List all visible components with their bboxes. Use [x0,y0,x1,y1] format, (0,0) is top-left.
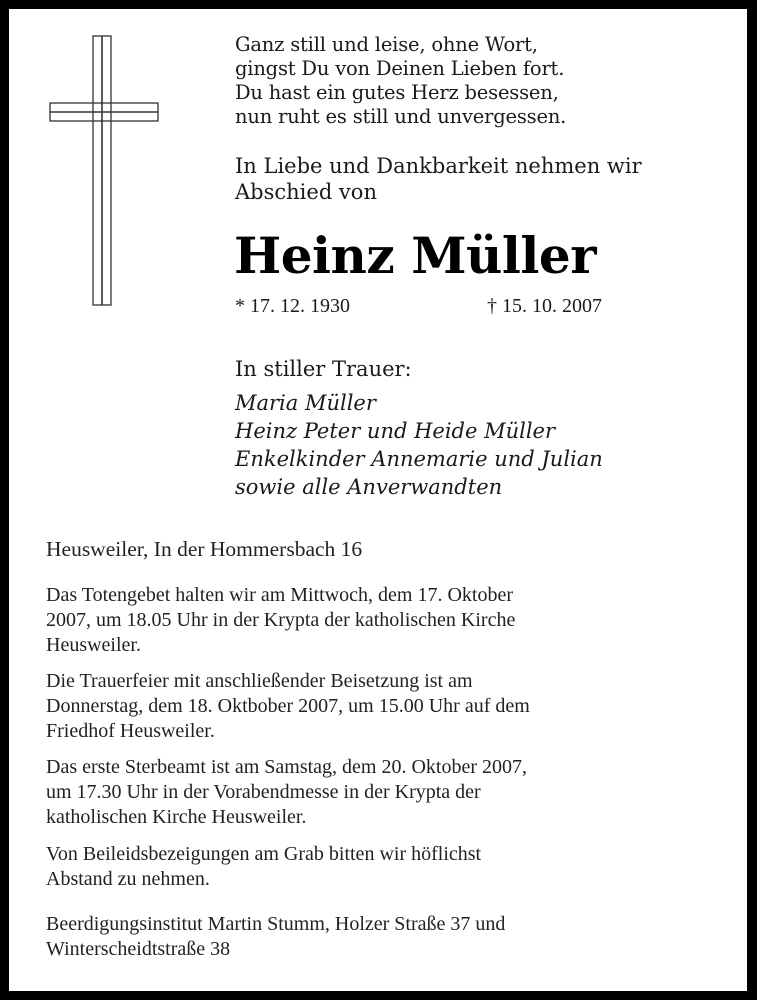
mourning-heading: In stiller Trauer: [235,357,412,381]
poem-line: Du hast ein gutes Herz besessen, [235,81,559,104]
deceased-name: Heinz Müller [234,226,597,285]
funeral-service-paragraph [46,669,530,744]
address: Heusweiler, In der Hommersbach 16 [46,537,363,561]
paragraph-line: Die Trauerfeier mit anschließender Beisetzung ist am [46,670,473,692]
paragraph-line: Friedhof Heusweiler. [46,720,215,742]
funeral-home-line: Beerdigungsinstitut Martin Stumm, Holzer Straße 37 und [46,913,506,935]
paragraph-line: Abstand zu nehmen. [46,868,210,890]
poem-line: nun ruht es still und unvergessen. [235,105,567,128]
prayer-paragraph [46,583,515,658]
paragraph-line: Das erste Sterbeamt ist am Samstag, dem 20. Oktober 2007, [46,756,528,778]
poem-line: Ganz still und leise, ohne Wort, [235,33,538,56]
mourner: sowie alle Anverwandten [235,475,503,499]
cross-icon [49,35,159,307]
mourners-list [235,389,603,501]
paragraph-line: Von Beileidsbezeigungen am Grab bitten wir höflichst [46,843,482,865]
farewell-text [235,153,642,205]
mourner: Heinz Peter und Heide Müller [235,419,556,443]
funeral-home-line: Winterscheidtstraße 38 [46,938,231,960]
funeral-home [46,912,505,962]
farewell-line: Abschied von [235,180,377,204]
death-date: † 15. 10. 2007 [487,295,602,317]
paragraph-line: 2007, um 18.05 Uhr in der Krypta der katholischen Kirche [46,609,516,631]
paragraph-line: katholischen Kirche Heusweiler. [46,806,307,828]
poem [235,33,566,129]
paragraph-line: Heusweiler. [46,634,141,656]
paragraph-line: Das Totengebet halten wir am Mittwoch, dem 17. Oktober [46,584,514,606]
farewell-line: In Liebe und Dankbarkeit nehmen wir [235,154,642,178]
obituary-notice [9,9,747,991]
paragraph-line: Donnerstag, dem 18. Oktbober 2007, um 15.00 Uhr auf dem [46,695,530,717]
mourner: Enkelkinder Annemarie und Julian [235,447,603,471]
poem-line: gingst Du von Deinen Lieben fort. [235,57,565,80]
mourner: Maria Müller [235,391,376,415]
condolence-request-paragraph [46,842,481,892]
requiem-mass-paragraph [46,755,527,830]
paragraph-line: um 17.30 Uhr in der Vorabendmesse in der Krypta der [46,781,481,803]
birth-date: * 17. 12. 1930 [235,295,350,317]
